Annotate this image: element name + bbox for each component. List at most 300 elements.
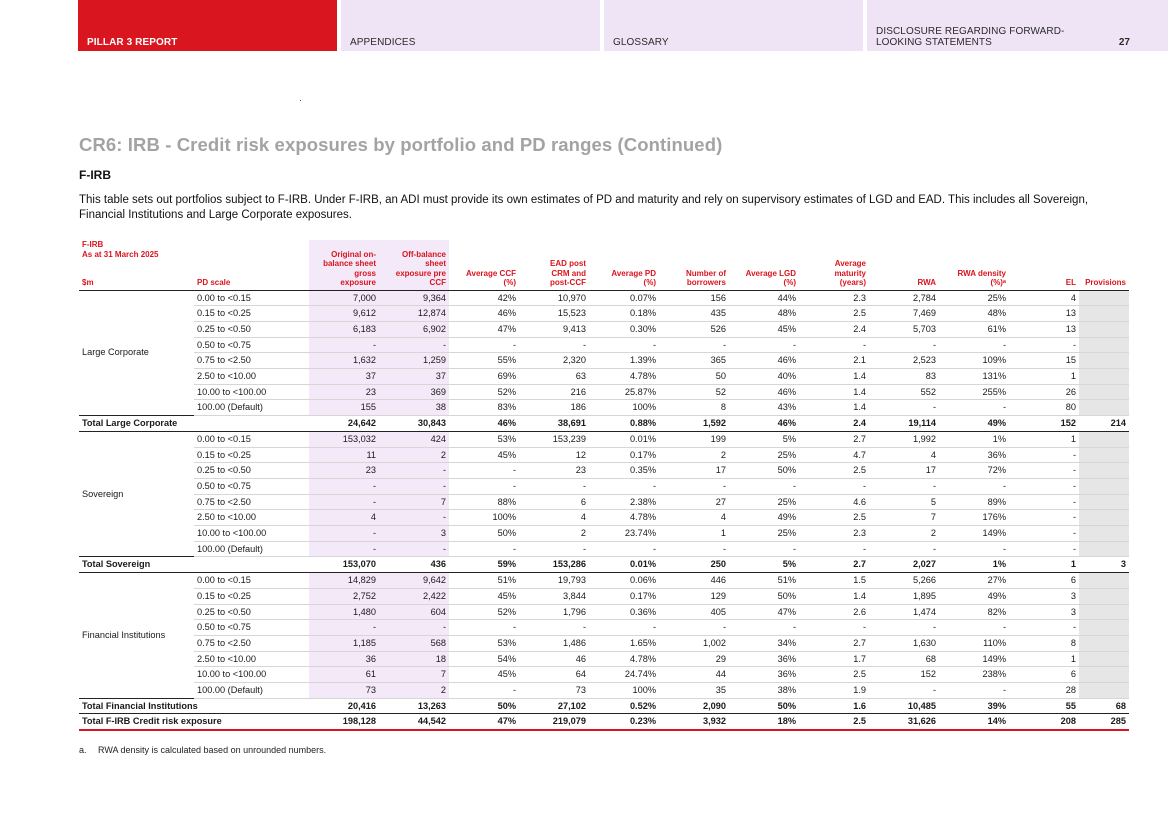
table-cell: 61% (939, 321, 1009, 337)
table-cell: 29 (659, 651, 729, 667)
table-cell: 25.87% (589, 384, 659, 400)
table-cell: 1,630 (869, 635, 939, 651)
table-cell: 4 (1009, 290, 1079, 306)
table-cell: 43% (729, 400, 799, 416)
table-caption: F-IRB As at 31 March 2025 (82, 240, 159, 259)
table-cell: - (589, 337, 659, 353)
table-cell: 42% (449, 290, 519, 306)
table-cell: 4.78% (589, 369, 659, 385)
table-cell: 4 (519, 510, 589, 526)
table-cell (1079, 635, 1129, 651)
table-cell: 40% (729, 369, 799, 385)
footnote-marker: a. (79, 745, 87, 755)
table-cell: 12 (519, 447, 589, 463)
table-cell: - (1009, 337, 1079, 353)
table-row (79, 463, 1129, 479)
table-cell (1079, 431, 1129, 447)
pd-scale-cell: 0.15 to <0.25 (194, 447, 309, 463)
table-cell: 19,793 (519, 573, 589, 589)
table-cell: 149% (939, 526, 1009, 542)
table-row (79, 683, 1129, 699)
table-cell: 2 (519, 526, 589, 542)
table-cell: - (659, 620, 729, 636)
table-cell: - (309, 526, 379, 542)
table-row (79, 604, 1129, 620)
pd-scale-cell: 0.00 to <0.15 (194, 290, 309, 306)
table-cell: 369 (379, 384, 449, 400)
table-cell: 2,320 (519, 353, 589, 369)
table-cell: 45% (449, 447, 519, 463)
pd-scale-cell: 10.00 to <100.00 (194, 667, 309, 683)
table-cell: - (729, 478, 799, 494)
table-row (79, 573, 1129, 589)
table-cell: 4.7 (799, 447, 869, 463)
table-cell: - (449, 463, 519, 479)
table-cell: 1.4 (799, 588, 869, 604)
table-cell: 69% (449, 369, 519, 385)
table-cell (1079, 651, 1129, 667)
table-cell: 0.17% (589, 588, 659, 604)
table-cell: 2.1 (799, 353, 869, 369)
table-row (79, 620, 1129, 636)
table-cell: 6 (1009, 573, 1079, 589)
total-row (79, 557, 1129, 573)
table-row (79, 353, 1129, 369)
table-cell (1079, 541, 1129, 557)
table-cell: 61 (309, 667, 379, 683)
table-cell: - (1009, 510, 1079, 526)
table-cell: 604 (379, 604, 449, 620)
table-row (79, 337, 1129, 353)
pd-scale-cell: 2.50 to <10.00 (194, 651, 309, 667)
table-cell (1079, 353, 1129, 369)
table-row (79, 510, 1129, 526)
pd-scale-cell: 100.00 (Default) (194, 400, 309, 416)
table-cell: 0.06% (589, 573, 659, 589)
table-cell: 13 (1009, 321, 1079, 337)
table-cell: 5,703 (869, 321, 939, 337)
table-cell: - (729, 337, 799, 353)
total-cell: 13,263 (379, 698, 449, 714)
table-cell: 24.74% (589, 667, 659, 683)
column-header: RWA density (%)ᵃ (939, 240, 1009, 290)
table-cell: 2.5 (799, 463, 869, 479)
table-cell: 4 (659, 510, 729, 526)
table-cell: 50 (659, 369, 729, 385)
grand-total-cell: 18% (729, 714, 799, 730)
table-cell: 8 (1009, 635, 1079, 651)
table-cell: - (799, 541, 869, 557)
table-cell: 255% (939, 384, 1009, 400)
grand-total-cell: 198,128 (309, 714, 379, 730)
table-cell: 46% (729, 384, 799, 400)
table-cell (1079, 478, 1129, 494)
table-cell: - (1009, 478, 1079, 494)
total-cell: 436 (379, 557, 449, 573)
table-cell: 83% (449, 400, 519, 416)
table-cell (1079, 369, 1129, 385)
page-title: CR6: IRB - Credit risk exposures by portfolio and PD ranges (Continued) (79, 134, 723, 155)
total-cell: 250 (659, 557, 729, 573)
table-cell: - (659, 541, 729, 557)
total-label: Total Financial Institutions (79, 698, 309, 714)
total-cell: 0.52% (589, 698, 659, 714)
table-cell: 2,784 (869, 290, 939, 306)
table-cell: 11 (309, 447, 379, 463)
table-row (79, 369, 1129, 385)
table-cell: 2 (869, 526, 939, 542)
table-cell: 4.6 (799, 494, 869, 510)
table-cell: 110% (939, 635, 1009, 651)
nav-tab-pillar3-report[interactable] (78, 0, 337, 51)
table-row (79, 431, 1129, 447)
table-cell: - (799, 478, 869, 494)
table-cell: 2.3 (799, 290, 869, 306)
table-cell: - (659, 478, 729, 494)
column-header: Off-balance sheet exposure pre CCF (379, 240, 449, 290)
table-cell: 37 (379, 369, 449, 385)
total-cell: 39% (939, 698, 1009, 714)
pd-scale-cell: 0.25 to <0.50 (194, 321, 309, 337)
table-cell: 1.65% (589, 635, 659, 651)
table-cell: 153,032 (309, 431, 379, 447)
table-cell: - (309, 620, 379, 636)
nav-tab-forward-looking-statements[interactable] (867, 0, 1168, 51)
total-cell: 153,286 (519, 557, 589, 573)
table-cell: 0.36% (589, 604, 659, 620)
column-header-pd-scale: PD scale (194, 240, 309, 290)
table-cell: 51% (449, 573, 519, 589)
table-cell: - (519, 478, 589, 494)
table-cell: 38 (379, 400, 449, 416)
total-cell: 1.6 (799, 698, 869, 714)
table-cell (1079, 290, 1129, 306)
total-cell: 30,843 (379, 416, 449, 432)
table-cell: - (589, 478, 659, 494)
table-cell: 7,000 (309, 290, 379, 306)
table-cell: 9,642 (379, 573, 449, 589)
pd-scale-cell: 0.75 to <2.50 (194, 635, 309, 651)
table-cell: 44% (729, 290, 799, 306)
table-row (79, 667, 1129, 683)
column-header: Average LGD (%) (729, 240, 799, 290)
table-row (79, 526, 1129, 542)
table-cell: - (659, 337, 729, 353)
total-cell: 38,691 (519, 416, 589, 432)
grand-total-cell: 3,932 (659, 714, 729, 730)
table-cell: 48% (729, 306, 799, 322)
table-cell: - (939, 478, 1009, 494)
table-cell: 26 (1009, 384, 1079, 400)
nav-tab-appendices[interactable] (341, 0, 600, 51)
table-cell: 1,002 (659, 635, 729, 651)
table-cell: 46% (449, 306, 519, 322)
grand-total-cell: 14% (939, 714, 1009, 730)
table-row (79, 400, 1129, 416)
table-cell: 49% (939, 588, 1009, 604)
table-cell: 4 (869, 447, 939, 463)
table-cell: - (1009, 541, 1079, 557)
table-cell: 2.5 (799, 306, 869, 322)
total-cell: 20,416 (309, 698, 379, 714)
grand-total-cell: 2.5 (799, 714, 869, 730)
table-cell: - (939, 620, 1009, 636)
table-cell: - (449, 541, 519, 557)
table-cell: 12,874 (379, 306, 449, 322)
top-navigation (78, 0, 1168, 51)
table-cell: 2.7 (799, 635, 869, 651)
total-cell: 2,027 (869, 557, 939, 573)
table-cell: 2,752 (309, 588, 379, 604)
table-cell: 0.17% (589, 447, 659, 463)
table-cell: 10,970 (519, 290, 589, 306)
table-cell: - (869, 400, 939, 416)
column-header: EL (1009, 240, 1079, 290)
total-cell: 152 (1009, 416, 1079, 432)
total-cell: 214 (1079, 416, 1129, 432)
table-cell: 52 (659, 384, 729, 400)
table-cell (1079, 604, 1129, 620)
table-cell: 446 (659, 573, 729, 589)
table-cell (1079, 588, 1129, 604)
stray-dot (300, 100, 301, 101)
total-cell: 2,090 (659, 698, 729, 714)
table-cell: 2.7 (799, 431, 869, 447)
table-cell: 129 (659, 588, 729, 604)
table-cell: - (519, 337, 589, 353)
table-cell: - (309, 478, 379, 494)
table-cell: 1 (1009, 651, 1079, 667)
table-cell: 36 (309, 651, 379, 667)
table-cell: 17 (869, 463, 939, 479)
pd-scale-cell: 0.25 to <0.50 (194, 463, 309, 479)
total-cell: 46% (729, 416, 799, 432)
table-cell: 48% (939, 306, 1009, 322)
table-cell: 55% (449, 353, 519, 369)
table-cell: 100% (589, 400, 659, 416)
grand-total-cell: 31,626 (869, 714, 939, 730)
column-header: Average CCF (%) (449, 240, 519, 290)
table-cell (1079, 306, 1129, 322)
table-unit-label: $m (82, 278, 94, 287)
table-cell (1079, 683, 1129, 699)
grand-total-cell: 0.23% (589, 714, 659, 730)
grand-total-row (79, 714, 1129, 730)
table-row (79, 541, 1129, 557)
total-cell: 19,114 (869, 416, 939, 432)
table-cell: 37 (309, 369, 379, 385)
table-cell: - (589, 541, 659, 557)
table-cell: 6,902 (379, 321, 449, 337)
table-cell: 27% (939, 573, 1009, 589)
page-number: 27 (1118, 37, 1130, 48)
total-label: Total Large Corporate (79, 416, 309, 432)
table-cell: 35 (659, 683, 729, 699)
table-cell: 568 (379, 635, 449, 651)
table-cell (1079, 447, 1129, 463)
table-cell: - (449, 620, 519, 636)
table-cell: 46% (729, 353, 799, 369)
pd-scale-cell: 100.00 (Default) (194, 683, 309, 699)
table-cell: 51% (729, 573, 799, 589)
table-cell: - (519, 620, 589, 636)
table-cell: 5,266 (869, 573, 939, 589)
table-cell: - (519, 541, 589, 557)
table-cell: 50% (449, 526, 519, 542)
grand-total-cell: 47% (449, 714, 519, 730)
table-cell: 36% (939, 447, 1009, 463)
table-cell: 2.4 (799, 321, 869, 337)
table-cell: 3 (1009, 588, 1079, 604)
table-cell: 552 (869, 384, 939, 400)
table-cell: 54% (449, 651, 519, 667)
table-cell: - (379, 337, 449, 353)
total-cell: 2.7 (799, 557, 869, 573)
total-row (79, 416, 1129, 432)
table-cell: 80 (1009, 400, 1079, 416)
pd-scale-cell: 100.00 (Default) (194, 541, 309, 557)
table-cell: 131% (939, 369, 1009, 385)
table-cell: 1.4 (799, 384, 869, 400)
table-cell: 1 (659, 526, 729, 542)
table-cell: 89% (939, 494, 1009, 510)
table-cell: - (939, 337, 1009, 353)
total-cell: 50% (449, 698, 519, 714)
table-cell: 2.38% (589, 494, 659, 510)
table-cell: - (1009, 494, 1079, 510)
table-cell (1079, 494, 1129, 510)
pd-scale-cell: 10.00 to <100.00 (194, 526, 309, 542)
table-cell: 4.78% (589, 510, 659, 526)
table-cell: 7 (869, 510, 939, 526)
grand-total-cell: 219,079 (519, 714, 589, 730)
table-corner-header (79, 240, 194, 290)
column-header: Original on- balance sheet gross exposure (309, 240, 379, 290)
table-cell: 44 (659, 667, 729, 683)
table-cell: - (1009, 526, 1079, 542)
pd-scale-cell: 0.00 to <0.15 (194, 573, 309, 589)
table-cell: 2.3 (799, 526, 869, 542)
table-cell: 36% (729, 667, 799, 683)
table-cell: 23 (309, 463, 379, 479)
total-cell: 153,070 (309, 557, 379, 573)
table-cell: 1.9 (799, 683, 869, 699)
table-cell: 53% (449, 635, 519, 651)
nav-tab-glossary[interactable] (604, 0, 863, 51)
table-cell (1079, 620, 1129, 636)
total-cell: 1 (1009, 557, 1079, 573)
table-row (79, 478, 1129, 494)
total-cell: 5% (729, 557, 799, 573)
total-cell: 50% (729, 698, 799, 714)
table-cell: - (869, 683, 939, 699)
total-cell: 59% (449, 557, 519, 573)
grand-total-cell: 285 (1079, 714, 1129, 730)
total-cell: 46% (449, 416, 519, 432)
table-cell: 73 (309, 683, 379, 699)
table-cell: - (799, 337, 869, 353)
column-header: RWA (869, 240, 939, 290)
total-row (79, 698, 1129, 714)
table-cell: 47% (449, 321, 519, 337)
table-row (79, 447, 1129, 463)
table-cell: 1,796 (519, 604, 589, 620)
pd-scale-cell: 0.15 to <0.25 (194, 588, 309, 604)
total-cell: 49% (939, 416, 1009, 432)
table-cell: 1 (1009, 431, 1079, 447)
table-cell (1079, 400, 1129, 416)
column-header: Provisions (1079, 240, 1129, 290)
portfolio-label: Financial Institutions (82, 630, 166, 641)
table-cell: - (729, 541, 799, 557)
table-cell: 72% (939, 463, 1009, 479)
table-row (79, 588, 1129, 604)
table-cell: 49% (729, 510, 799, 526)
column-header: Average PD (%) (589, 240, 659, 290)
cr6-table-container (79, 240, 1129, 731)
table-cell: - (939, 683, 1009, 699)
table-cell: 23 (519, 463, 589, 479)
table-cell: 365 (659, 353, 729, 369)
table-cell: 36% (729, 651, 799, 667)
table-cell: 13 (1009, 306, 1079, 322)
table-cell: 435 (659, 306, 729, 322)
table-cell: - (869, 541, 939, 557)
table-cell: 0.01% (589, 431, 659, 447)
table-cell: 2,422 (379, 588, 449, 604)
table-cell: 1,259 (379, 353, 449, 369)
pd-scale-cell: 2.50 to <10.00 (194, 369, 309, 385)
table-cell: 15 (1009, 353, 1079, 369)
table-cell: 153,239 (519, 431, 589, 447)
total-cell: 3 (1079, 557, 1129, 573)
total-cell: 2.4 (799, 416, 869, 432)
pd-scale-cell: 0.75 to <2.50 (194, 353, 309, 369)
table-cell: 3 (1009, 604, 1079, 620)
table-header-row (79, 240, 1129, 290)
table-cell (1079, 573, 1129, 589)
table-cell: 4 (309, 510, 379, 526)
cr6-firb-table (79, 240, 1129, 731)
table-cell: 53% (449, 431, 519, 447)
grand-total-cell: 44,542 (379, 714, 449, 730)
table-cell: 405 (659, 604, 729, 620)
table-cell: 1,480 (309, 604, 379, 620)
table-cell: - (449, 337, 519, 353)
table-cell: 1,992 (869, 431, 939, 447)
table-cell: 73 (519, 683, 589, 699)
footnote (79, 745, 326, 755)
table-cell: 2 (379, 683, 449, 699)
table-row (79, 384, 1129, 400)
table-cell: 9,612 (309, 306, 379, 322)
table-cell: 1.4 (799, 369, 869, 385)
table-cell: 1 (1009, 369, 1079, 385)
column-header: Number of borrowers (659, 240, 729, 290)
table-cell: 3,844 (519, 588, 589, 604)
table-row (79, 290, 1129, 306)
table-cell: - (939, 541, 1009, 557)
section-description: This table sets out portfolios subject to F-IRB. Under F-IRB, an ADI must provide its own estimates of PD and maturity and rely on supervisory estimates of LGD and EAD. This includes all Sovereign, Financial Institutions and Large Corporate exposures. (79, 194, 1089, 221)
table-cell: 155 (309, 400, 379, 416)
table-cell (1079, 667, 1129, 683)
table-cell: 0.30% (589, 321, 659, 337)
table-cell: 4.78% (589, 651, 659, 667)
table-cell: 100% (589, 683, 659, 699)
pd-scale-cell: 2.50 to <10.00 (194, 510, 309, 526)
table-cell: 18 (379, 651, 449, 667)
table-cell: 2.5 (799, 510, 869, 526)
